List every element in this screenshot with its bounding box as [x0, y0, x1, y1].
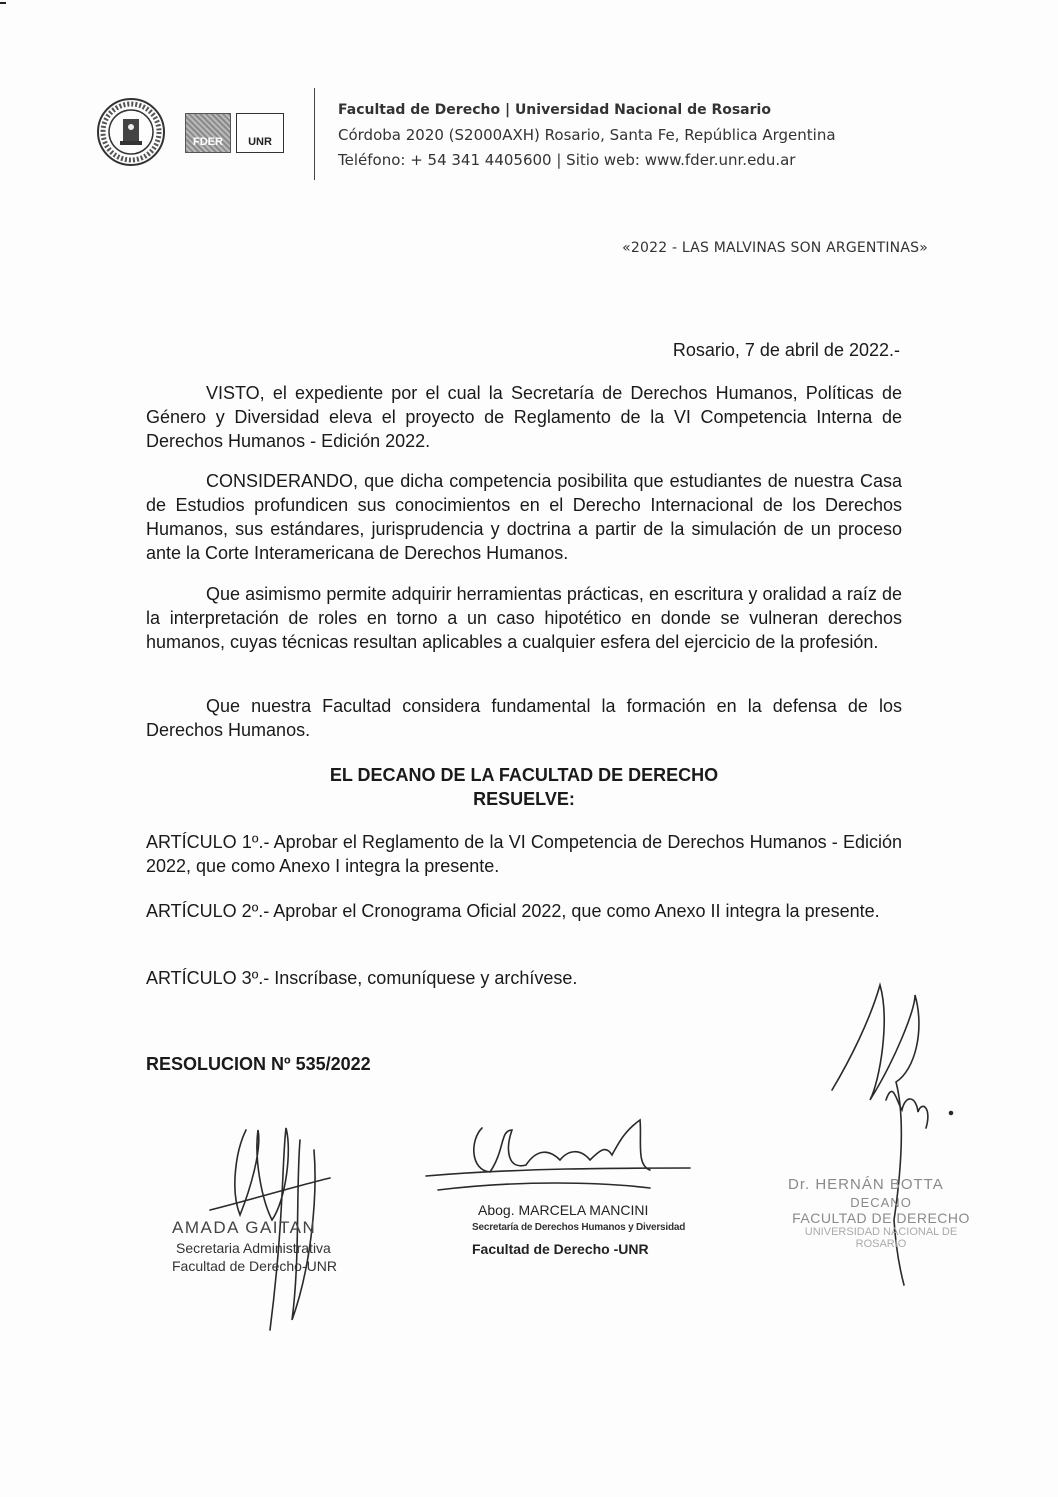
paragraph-visto: VISTO, el expediente por el cual la Secretaría de Derechos Humanos, Políticas de Género y Diversidad eleva el proyecto de Reglamento de la VI Competencia Interna de Derechos Humanos - Edición 2022. — [146, 383, 902, 451]
dean-stamp — [786, 1176, 976, 1250]
institution-contact: Teléfono: + 54 341 4405600 | Sitio web: www.fder.unr.edu.ar — [338, 151, 796, 169]
institution-address: Córdoba 2020 (S2000AXH) Rosario, Santa Fe, República Argentina — [338, 126, 836, 144]
signature-left-stroke-3 — [210, 1178, 330, 1210]
signatory-right-name: Dr. HERNÁN BOTTA — [788, 1176, 944, 1193]
header-divider — [314, 88, 315, 180]
date-line: Rosario, 7 de abril de 2022.- — [672, 340, 900, 360]
signature-right-dot — [950, 1112, 953, 1115]
signatory-left-name: AMADA GAITAN — [172, 1218, 317, 1237]
signatory-right-org: FACULTAD DE DERECHO — [792, 1210, 970, 1226]
signatory-middle-org: Facultad de Derecho -UNR — [472, 1241, 649, 1257]
signature-middle-underline — [426, 1168, 690, 1176]
fder-logo: FDER — [185, 113, 231, 153]
signatory-right-title: DECANO — [850, 1195, 912, 1210]
resolution-heading-resuelve: RESUELVE: — [473, 789, 575, 809]
university-seal-icon — [96, 97, 166, 167]
article-2: ARTÍCULO 2º.- Aprobar el Cronograma Oficial 2022, que como Anexo II integra la presente. — [146, 901, 880, 921]
resolution-heading-authority: EL DECANO DE LA FACULTAD DE DERECHO — [329, 765, 719, 785]
paragraph-asimismo: Que asimismo permite adquirir herramientas prácticas, en escritura y oralidad a raíz de la interpretación de roles en torno a un caso hipotético en donde se vulneran derechos humanos, cuyas técnicas resultan aplicables a cualquier esfera del ejercicio de la profesión. — [146, 584, 902, 652]
letterhead — [338, 98, 836, 173]
year-motto: «2022 - LAS MALVINAS SON ARGENTINAS» — [622, 240, 928, 256]
scan-edge-mark — [0, 2, 6, 4]
resolution-number: RESOLUCION Nº 535/2022 — [146, 1054, 371, 1074]
paragraph-considerando: CONSIDERANDO, que dicha competencia posibilita que estudiantes de nuestra Casa de Estudios profundicen sus conocimientos en el Derecho Internacional de los Derechos Humanos, sus estándares, jurisprudencia y doctrina a partir de la simulación de un proceso ante la Corte Interamericana de Derechos Humanos. — [146, 471, 902, 563]
signatory-left-org: Facultad de Derecho-UNR — [172, 1258, 337, 1274]
signature-right-initials — [886, 1091, 928, 1128]
signatory-middle-title: Secretaría de Derechos Humanos y Diversidad — [472, 1222, 686, 1233]
signatory-right-university: UNIVERSIDAD NACIONAL DE ROSARIO — [804, 1226, 958, 1250]
article-3: ARTÍCULO 3º.- Inscríbase, comuníquese y archívese. — [146, 968, 578, 988]
paragraph-fundamental: Que nuestra Facultad considera fundamental la formación en la defensa de los Derechos Humanos. — [146, 696, 902, 740]
article-1: ARTÍCULO 1º.- Aprobar el Reglamento de la VI Competencia de Derechos Humanos - Edición 2022, que como Anexo I integra la presente. — [146, 832, 902, 876]
signatory-left-title: Secretaria Administrativa — [176, 1240, 331, 1256]
signatory-middle-name: Abog. MARCELA MANCINI — [478, 1202, 649, 1218]
unr-logo: UNR — [236, 113, 284, 153]
institution-name: Facultad de Derecho | Universidad Nacional de Rosario — [338, 102, 771, 118]
signature-middle-flourish — [438, 1183, 650, 1190]
signature-middle-stroke — [474, 1120, 650, 1172]
